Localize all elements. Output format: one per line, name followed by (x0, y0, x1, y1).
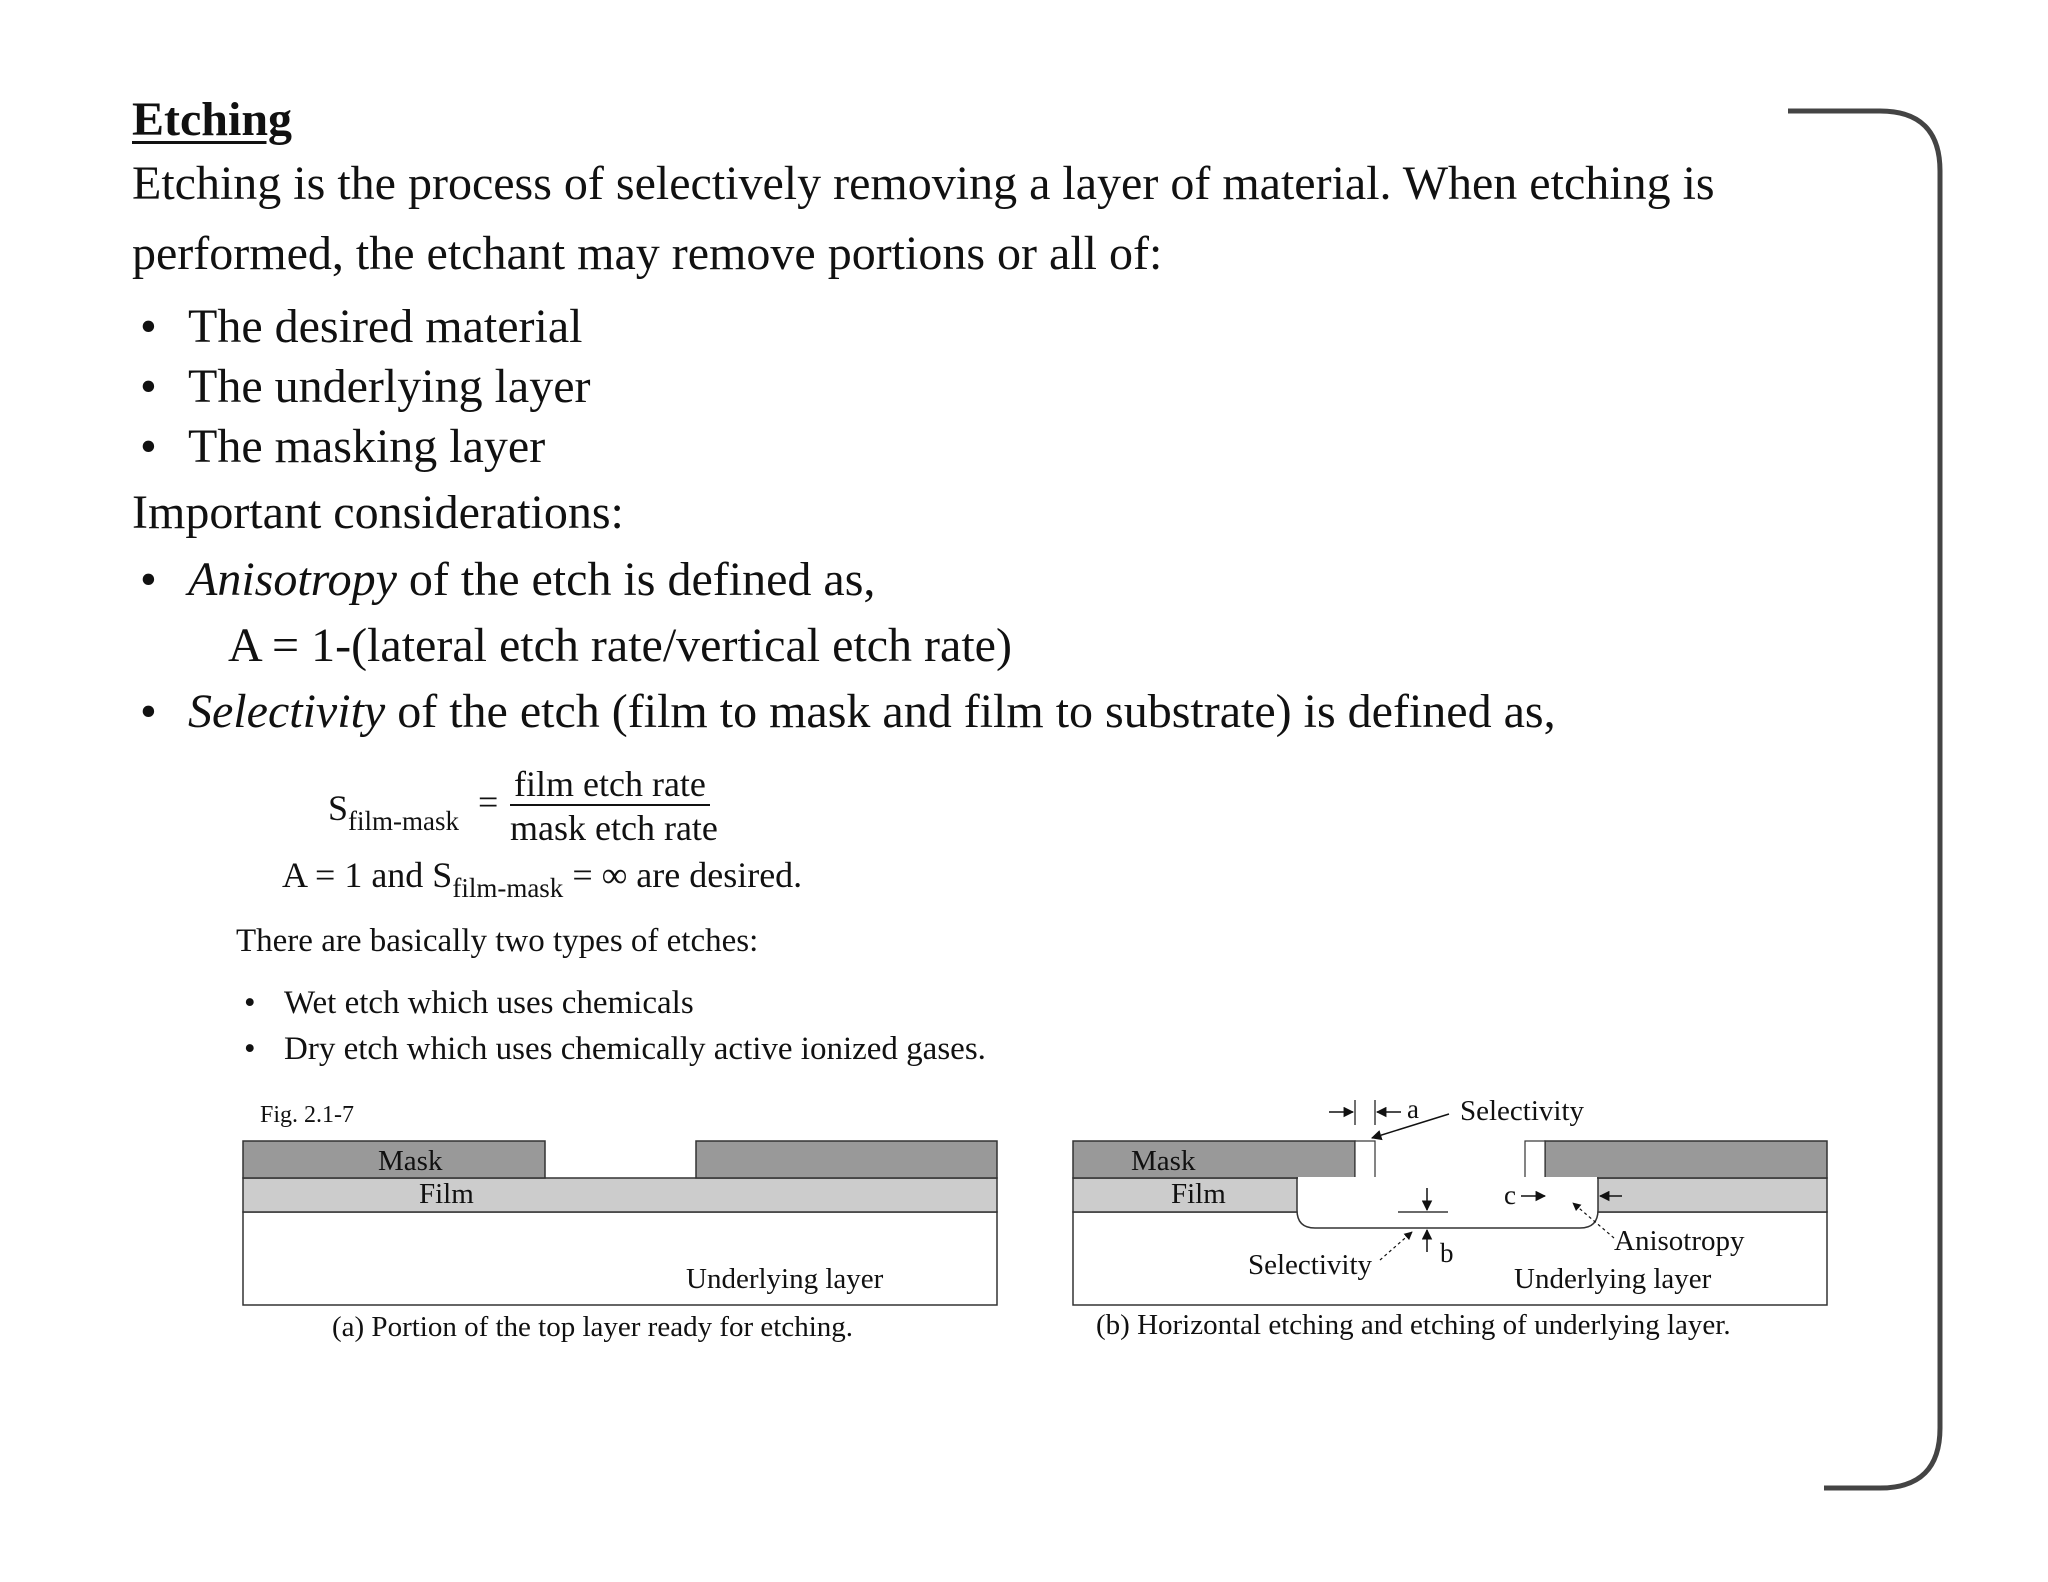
list-item: • Wet etch which uses chemicals (244, 985, 694, 1021)
formula-denominator: mask etch rate (510, 808, 718, 848)
label-b: b (1440, 1238, 1454, 1268)
bullet: • (140, 420, 157, 473)
bullet: • (140, 360, 157, 413)
underlying-layer (243, 1212, 997, 1305)
bullet: • (140, 685, 157, 738)
bullet: • (244, 985, 256, 1021)
list-item: • Dry etch which uses chemically active ionized gases. (244, 1031, 986, 1067)
intro-line-2: performed, the etchant may remove portions or all of: (132, 227, 1163, 280)
film-label: Film (419, 1178, 474, 1210)
selectivity-bottom-label: Selectivity (1248, 1249, 1373, 1281)
underlying-label: Underlying layer (1514, 1263, 1712, 1295)
anisotropy-label: Anisotropy (1614, 1225, 1745, 1257)
mask-label: Mask (378, 1145, 443, 1177)
caption-b: (b) Horizontal etching and etching of underlying layer. (1096, 1309, 1731, 1341)
anisotropy-item: • Anisotropy of the etch is defined as, (140, 553, 876, 606)
caption-a: (a) Portion of the top layer ready for etching. (332, 1311, 854, 1343)
bullet: • (140, 300, 157, 353)
anisotropy-formula: A = 1-(lateral etch rate/vertical etch rate) (228, 619, 1012, 672)
mask-label: Mask (1131, 1145, 1196, 1177)
anisotropy-term: Anisotropy (188, 553, 397, 606)
etched-cavity (1297, 1178, 1598, 1228)
selectivity-top-label: Selectivity (1460, 1095, 1585, 1127)
bullet: • (244, 1031, 256, 1067)
label-c: c (1504, 1180, 1516, 1210)
mask-left (1073, 1141, 1355, 1178)
mask-edge-left (1355, 1141, 1375, 1178)
film-layer (243, 1178, 997, 1212)
figure-label: Fig. 2.1-7 (260, 1102, 355, 1128)
panel-a (243, 1141, 997, 1343)
list-item: • The underlying layer (140, 360, 591, 413)
selectivity-term: Selectivity (188, 685, 386, 738)
panel-b (1073, 1094, 1827, 1341)
list-item: • The desired material (140, 300, 583, 353)
film-label: Film (1171, 1178, 1226, 1210)
list-item: • The masking layer (140, 420, 546, 473)
label-a: a (1407, 1094, 1419, 1124)
formula-lhs: $S_{film-mask}$ (328, 788, 460, 836)
mask-right (1545, 1141, 1827, 1178)
formula-equals: = (478, 782, 499, 822)
bullet: • (140, 553, 157, 606)
intro-line-1: Etching is the process of selectively removing a layer of material. When etching is (132, 157, 1715, 210)
formula-numerator: film etch rate (510, 766, 710, 806)
desired-condition: A = 1 and $S_{film-mask}$ = ∞ are desired. (282, 855, 803, 903)
underlying-label: Underlying layer (686, 1263, 884, 1295)
mask-right (696, 1141, 997, 1178)
etch-types-label: There are basically two types of etches: (236, 923, 759, 959)
mask-edge-right (1525, 1141, 1545, 1178)
selectivity-item: • Selectivity of the etch (film to mask and film to substrate) is defined as, (140, 685, 1556, 738)
considerations-label: Important considerations: (132, 486, 624, 539)
page-title: Etching (132, 93, 293, 146)
